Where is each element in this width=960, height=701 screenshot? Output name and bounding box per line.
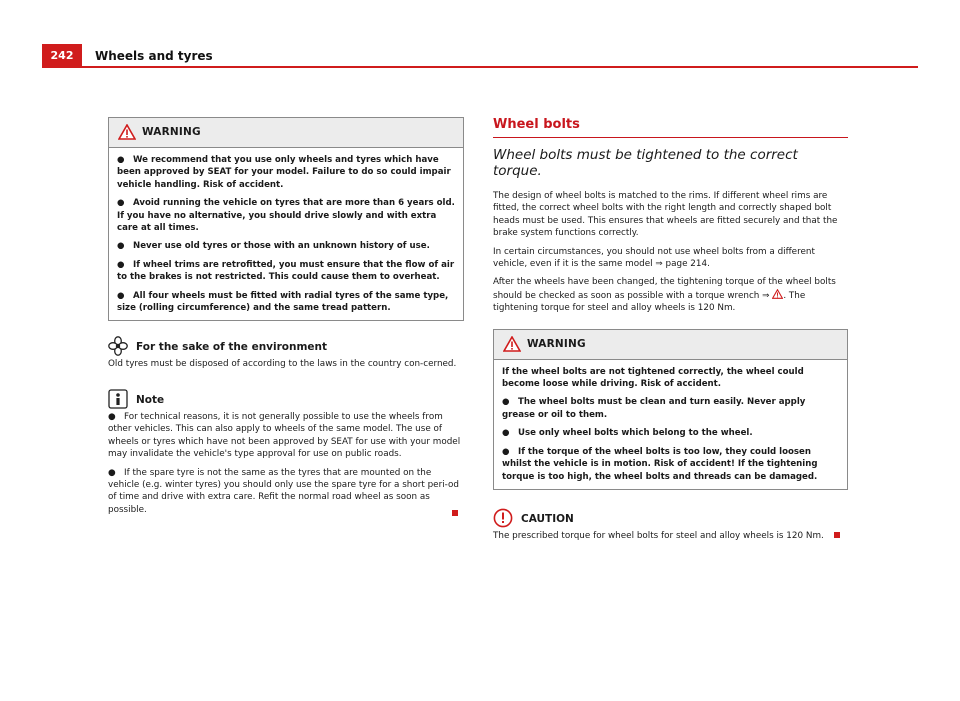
warning-body	[494, 360, 847, 489]
flower-icon	[108, 336, 128, 356]
page-header	[0, 0, 960, 70]
warning-intro: If the wheel bolts are not tightened correctly, the wheel could become loose while driving. Risk of accident.	[502, 366, 804, 390]
warning-title: WARNING	[142, 126, 201, 138]
right-column	[493, 117, 848, 548]
list-item: ● If wheel trims are retrofitted, you must ensure that the flow of air to the brakes is not restricted. This could cause them to overheat.	[117, 259, 455, 283]
list-item: ● For technical reasons, it is not generally possible to use the wheels from other vehicles. This can also apply to wheels of the same model. The use of wheels or tyres which have not been approved by SEAT for use with your model may invalidate the vehicle's type approval for use on public roads.	[108, 411, 461, 460]
warning-triangle-icon	[503, 336, 521, 352]
list-item: ● Avoid running the vehicle on tyres that are more than 6 years old. If you have no alternative, you should drive slowly and with extra care at all times.	[117, 198, 455, 234]
warning-triangle-icon	[772, 289, 783, 299]
list-item: ● Never use old tyres or those with an unknown history of use.	[117, 241, 430, 252]
note-heading	[108, 389, 464, 411]
end-stop-icon	[452, 510, 458, 516]
note-icon	[108, 389, 128, 409]
header-rule	[82, 66, 918, 68]
note-title: Note	[136, 393, 165, 406]
section-subtitle: Wheel bolts must be tightened to the correct torque.	[493, 147, 798, 179]
list-item: ● Use only wheel bolts which belong to the wheel.	[502, 428, 753, 439]
list-item: ● All four wheels must be fitted with radial tyres of the same type, size (rolling circumference) and the same tread pattern.	[117, 290, 449, 314]
chapter-title: Wheels and tyres	[95, 49, 213, 63]
list-item: ● The wheel bolts must be clean and turn easily. Never apply grease or oil to them.	[502, 397, 806, 420]
environment-heading	[108, 336, 464, 358]
caution-title: CAUTION	[521, 512, 574, 525]
end-stop-icon	[834, 532, 840, 538]
warning-box-header	[109, 118, 463, 148]
paragraph: The design of wheel bolts is matched to the rims. If different wheel rims are fitted, the correct wheel bolts with the right length and correctly shaped bolt heads must be used. This ensures that wheels are fitted securely and that the brake system functions correctly.	[493, 191, 838, 239]
warning-body	[109, 148, 463, 320]
caution-icon	[493, 508, 513, 528]
caution-text: The prescribed torque for wheel bolts for steel and alloy wheels is 120 Nm.	[493, 530, 848, 542]
list-item: ● If the torque of the wheel bolts is too low, they could loosen whilst the vehicle is in motion. Risk of accident! If the tightening torque is too high, the wheel bolts and threads can be damaged.	[502, 446, 818, 482]
left-column	[108, 117, 464, 522]
warning-box-header	[494, 330, 847, 360]
warning-title: WARNING	[527, 337, 586, 350]
page-number: 242	[42, 44, 82, 68]
list-item: ● We recommend that you use only wheels and tyres which have been approved by SEAT for your model. Failure to do so could impair vehicle handling. Risk of accident.	[117, 155, 451, 190]
warning-box-tyres	[108, 117, 464, 321]
paragraph: In certain circumstances, you should not use wheel bolts from a different vehicle, even if it is the same model ⇒ page 214.	[493, 246, 815, 270]
environment-text: Old tyres must be disposed of according to the laws in the country con-cerned.	[108, 359, 457, 370]
list-item: ● If the spare tyre is not the same as the tyres that are mounted on the vehicle (e.g. winter tyres) you should only use the spare tyre for a short peri-od of time and drive with extra care. Refit the normal road wheel as soon as possible.	[108, 467, 459, 515]
environment-title: For the sake of the environment	[136, 341, 328, 354]
caution-heading	[493, 508, 848, 530]
warning-box-bolts	[493, 329, 848, 490]
warning-triangle-icon	[118, 124, 136, 140]
section-title: Wheel bolts	[493, 117, 848, 138]
paragraph: After the wheels have been changed, the tightening torque of the wheel bolts should be checked as soon as possible with a torque wrench ⇒ . The tightening torque for steel and alloy wheels is 120 Nm.	[493, 277, 836, 314]
